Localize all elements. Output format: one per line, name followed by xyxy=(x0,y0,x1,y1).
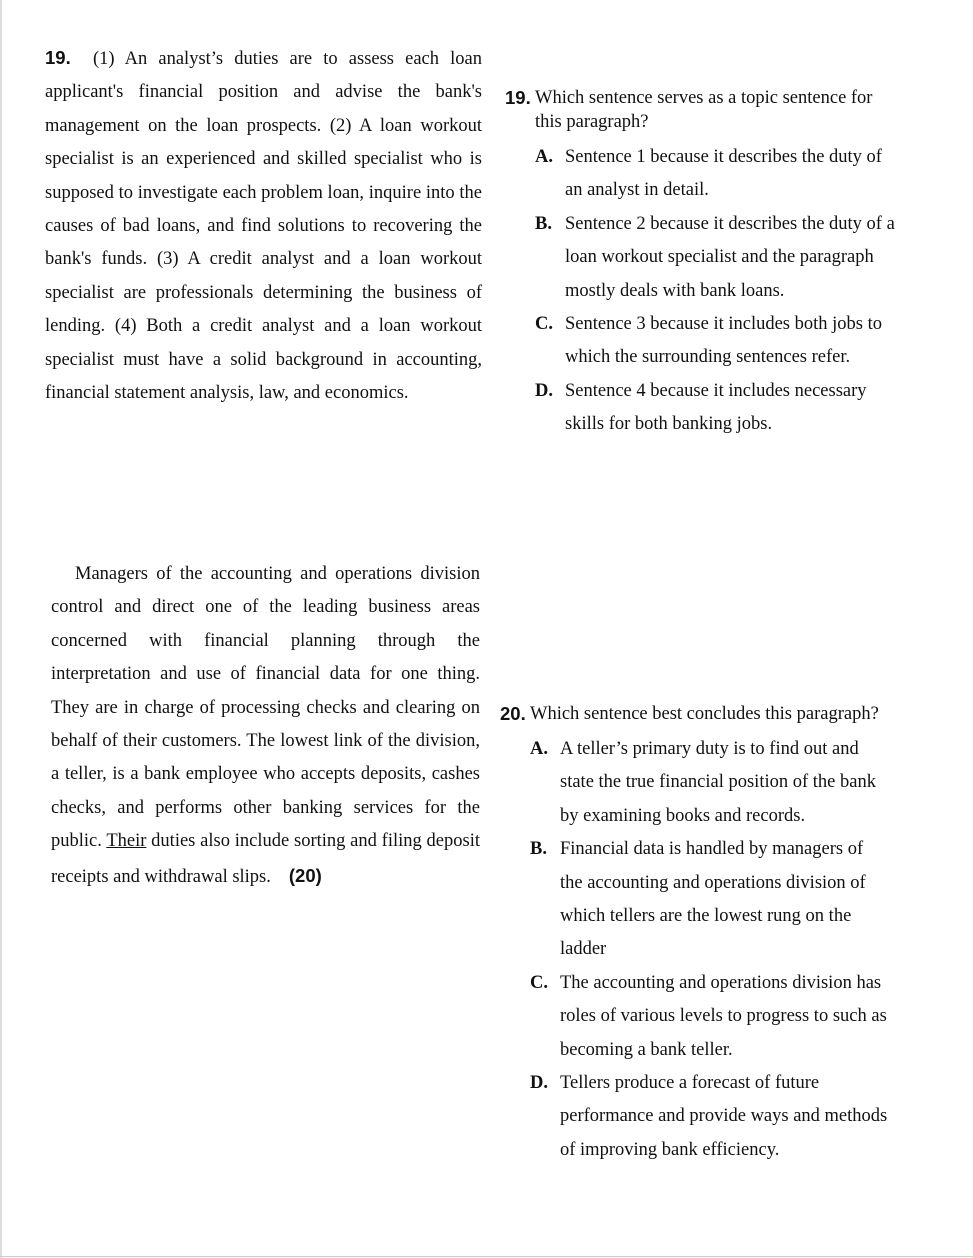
underlined-word: Their xyxy=(106,831,147,852)
option-d[interactable] xyxy=(505,375,895,442)
question-stem xyxy=(500,702,890,726)
passage-text-after: duties also include sorting and filing deposit receipts and withdrawal slips. xyxy=(51,831,480,887)
option-text: Sentence 4 because it includes necessary skills for both banking jobs. xyxy=(565,380,867,435)
option-c[interactable] xyxy=(505,308,895,375)
page-edge xyxy=(0,0,2,1258)
passage-text-before: Managers of the accounting and operations division control and direct one of the leading business areas concerned with financial planning through the interpretation and use of financial data for one thing. They are in charge of processing checks and clearing on behalf of their customers. The lowest link of the division, a teller, is a bank employee who accepts deposits, cashes checks, and performs other banking services for the public. xyxy=(51,564,480,852)
option-letter: B. xyxy=(535,213,552,234)
option-b[interactable] xyxy=(505,208,895,308)
option-text: Sentence 2 because it describes the duty of a loan workout specialist and the paragraph mostly deals with bank loans. xyxy=(565,213,895,301)
option-text: Financial data is handled by managers of the accounting and operations division of which tellers are the lowest rung on the ladder xyxy=(560,839,866,960)
question-stem xyxy=(505,86,895,134)
option-c[interactable] xyxy=(500,967,890,1067)
option-text: Sentence 1 because it describes the duty of an analyst in detail. xyxy=(565,147,882,201)
question-stem-text: Which sentence best concludes this paragraph? xyxy=(530,704,879,724)
option-letter: D. xyxy=(530,1073,548,1094)
option-text: A teller’s primary duty is to find out and state the true financial position of the bank by examining books and records. xyxy=(560,739,876,826)
blank-marker: (20) xyxy=(288,864,322,886)
question-number: 19. xyxy=(505,87,531,108)
passage-19 xyxy=(45,41,482,410)
option-letter: A. xyxy=(530,739,548,759)
passage-20 xyxy=(51,558,480,894)
option-text: Tellers produce a forecast of future performance and provide ways and methods of improving bank efficiency. xyxy=(560,1073,888,1160)
option-letter: A. xyxy=(535,147,553,167)
question-19 xyxy=(505,86,895,442)
page-bottom-rule xyxy=(0,1256,973,1257)
passage-text: (1) An analyst’s duties are to assess each loan applicant's financial position and advise the bank's management on the loan prospects. (2) A loan workout specialist is an experienced and skilled specialist who is supposed to investigate each problem loan, inquire into the causes of bad loans, and find solutions to recovering the bank's funds. (3) A credit analyst and a loan workout specialist are professionals determining the business of lending. (4) Both a credit analyst and a loan workout specialist must have a solid background in accounting, financial statement analysis, law, and economics. xyxy=(45,49,482,404)
option-letter: D. xyxy=(535,380,553,401)
question-stem-text: Which sentence serves as a topic sentence for this paragraph? xyxy=(535,88,873,132)
option-a[interactable] xyxy=(505,141,895,208)
option-d[interactable] xyxy=(500,1067,890,1167)
option-text: Sentence 3 because it includes both jobs to which the surrounding sentences refer. xyxy=(565,314,882,368)
option-text: The accounting and operations division has roles of various levels to progress to such as becoming a bank teller. xyxy=(560,972,887,1060)
option-letter: B. xyxy=(530,839,547,860)
option-b[interactable] xyxy=(500,833,890,967)
question-number: 20. xyxy=(500,703,526,724)
passage-number: 19. xyxy=(45,47,71,68)
option-a[interactable] xyxy=(500,733,890,833)
question-20 xyxy=(500,702,890,1167)
option-letter: C. xyxy=(535,314,553,335)
option-letter: C. xyxy=(530,972,548,993)
